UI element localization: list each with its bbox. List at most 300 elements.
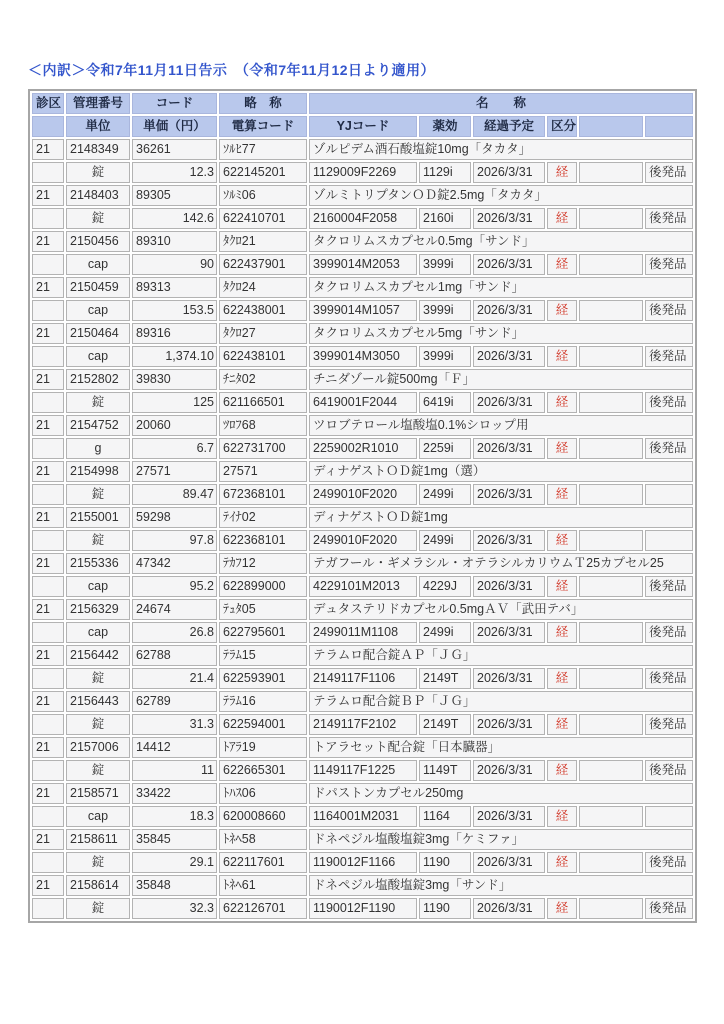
table-header xyxy=(32,93,693,137)
cell-tani: 錠 xyxy=(66,852,130,873)
cell-ryakusho: ﾃｭﾀ05 xyxy=(219,599,307,620)
header-shinku: 診区 xyxy=(32,93,64,114)
cell-code: 89310 xyxy=(132,231,217,252)
cell-ryakusho: ﾄﾈﾍ58 xyxy=(219,829,307,850)
cell-ryakusho: ﾃｶﾌ12 xyxy=(219,553,307,574)
cell-densan-code: 622665301 xyxy=(219,760,307,781)
cell-blank xyxy=(579,668,643,689)
cell-densan-code: 622410701 xyxy=(219,208,307,229)
cell-tanka: 153.5 xyxy=(132,300,217,321)
drug-name-row xyxy=(32,783,693,804)
cell-kohatsuhin: 後発品 xyxy=(645,714,693,735)
header-blank-2 xyxy=(579,116,643,137)
drug-name-row xyxy=(32,461,693,482)
cell-tani: 錠 xyxy=(66,668,130,689)
cell-code: 39830 xyxy=(132,369,217,390)
cell-shinku-blank xyxy=(32,760,64,781)
cell-densan-code: 622437901 xyxy=(219,254,307,275)
cell-shinku-blank xyxy=(32,806,64,827)
cell-tanka: 31.3 xyxy=(132,714,217,735)
cell-meisho xyxy=(309,277,693,298)
cell-densan-code: 622368101 xyxy=(219,530,307,551)
cell-blank xyxy=(579,300,643,321)
drug-detail-row xyxy=(32,208,693,229)
cell-blank xyxy=(579,852,643,873)
cell-blank xyxy=(579,208,643,229)
cell-ryakusho: ﾃｲﾅ02 xyxy=(219,507,307,528)
cell-blank xyxy=(579,530,643,551)
drug-name-text: チニダゾール錠500mg「Ｆ」 xyxy=(313,372,476,386)
cell-ryakusho: ﾃﾗﾑ15 xyxy=(219,645,307,666)
drug-name-row xyxy=(32,231,693,252)
cell-kanri-bango: 2148349 xyxy=(66,139,130,160)
cell-tanka: 21.4 xyxy=(132,668,217,689)
drug-name-text: ゾルミトリプタンＯＤ錠2.5mg「タカタ」 xyxy=(313,188,547,202)
cell-blank xyxy=(579,392,643,413)
cell-yj-code: 1129009F2269 xyxy=(309,162,417,183)
cell-yj-code: 3999014M1057 xyxy=(309,300,417,321)
cell-code: 59298 xyxy=(132,507,217,528)
drug-name-text: ディナゲストＯＤ錠1mg（選） xyxy=(313,464,486,478)
cell-keika-yotei: 2026/3/31 xyxy=(473,208,545,229)
cell-kubun: 経 xyxy=(547,760,577,781)
cell-shinku-blank xyxy=(32,346,64,367)
cell-ryakusho: ﾀｸﾛ21 xyxy=(219,231,307,252)
drug-name-row xyxy=(32,507,693,528)
cell-yakko: 3999i xyxy=(419,300,471,321)
drug-name-text: ツロブテロール塩酸塩0.1%シロップ用 xyxy=(313,418,529,432)
drug-name-text: ドネペジル塩酸塩錠3mg「サンド」 xyxy=(313,878,512,892)
header-row-2 xyxy=(32,116,693,137)
cell-kubun: 経 xyxy=(547,208,577,229)
cell-code: 89316 xyxy=(132,323,217,344)
cell-kanri-bango: 2154752 xyxy=(66,415,130,436)
cell-meisho xyxy=(309,829,693,850)
cell-code: 20060 xyxy=(132,415,217,436)
cell-ryakusho: ﾄﾈﾍ61 xyxy=(219,875,307,896)
cell-meisho xyxy=(309,507,693,528)
cell-yj-code: 4229101M2013 xyxy=(309,576,417,597)
cell-keika-yotei: 2026/3/31 xyxy=(473,576,545,597)
cell-tani: 錠 xyxy=(66,484,130,505)
drug-detail-row xyxy=(32,898,693,919)
cell-blank xyxy=(579,162,643,183)
cell-kubun: 経 xyxy=(547,392,577,413)
cell-blank xyxy=(579,438,643,459)
cell-kohatsuhin: 後発品 xyxy=(645,208,693,229)
cell-shinku-blank xyxy=(32,438,64,459)
cell-yakko: 2259i xyxy=(419,438,471,459)
drug-detail-row xyxy=(32,346,693,367)
drug-name-note: 25 xyxy=(649,556,664,570)
cell-densan-code: 622795601 xyxy=(219,622,307,643)
cell-kubun: 経 xyxy=(547,346,577,367)
header-yakko: 薬効 xyxy=(419,116,471,137)
cell-yj-code: 2499010F2020 xyxy=(309,530,417,551)
cell-kanri-bango: 2158571 xyxy=(66,783,130,804)
cell-code: 35848 xyxy=(132,875,217,896)
cell-kanri-bango: 2156442 xyxy=(66,645,130,666)
cell-shinku-blank xyxy=(32,484,64,505)
drug-name-row xyxy=(32,553,693,574)
cell-yakko: 2160i xyxy=(419,208,471,229)
drug-name-text: タクロリムスカプセル0.5mg「サンド」 xyxy=(313,234,535,248)
cell-blank xyxy=(579,576,643,597)
cell-densan-code: 622126701 xyxy=(219,898,307,919)
cell-kohatsuhin: 後発品 xyxy=(645,346,693,367)
header-code: コード xyxy=(132,93,217,114)
drug-detail-row xyxy=(32,622,693,643)
cell-tani: cap xyxy=(66,622,130,643)
cell-tani: cap xyxy=(66,300,130,321)
drug-detail-row xyxy=(32,484,693,505)
cell-yj-code: 1149117F1225 xyxy=(309,760,417,781)
cell-shinku-blank xyxy=(32,392,64,413)
cell-code: 24674 xyxy=(132,599,217,620)
cell-meisho xyxy=(309,369,693,390)
header-keika-yotei: 経過予定 xyxy=(473,116,545,137)
cell-meisho xyxy=(309,783,693,804)
cell-kanri-bango: 2152802 xyxy=(66,369,130,390)
cell-ryakusho: ﾄﾊｽ06 xyxy=(219,783,307,804)
cell-keika-yotei: 2026/3/31 xyxy=(473,806,545,827)
cell-tanka: 142.6 xyxy=(132,208,217,229)
cell-keika-yotei: 2026/3/31 xyxy=(473,300,545,321)
cell-shinku-blank xyxy=(32,898,64,919)
cell-ryakusho: ﾀｸﾛ27 xyxy=(219,323,307,344)
cell-blank xyxy=(579,346,643,367)
cell-shinku-blank xyxy=(32,852,64,873)
cell-yakko: 1164 xyxy=(419,806,471,827)
drug-price-table xyxy=(28,89,697,923)
cell-kohatsuhin xyxy=(645,530,693,551)
cell-shinku: 21 xyxy=(32,231,64,252)
drug-name-row xyxy=(32,277,693,298)
cell-meisho xyxy=(309,599,693,620)
cell-yj-code: 2149117F1106 xyxy=(309,668,417,689)
cell-shinku: 21 xyxy=(32,185,64,206)
cell-meisho xyxy=(309,737,693,758)
cell-shinku: 21 xyxy=(32,461,64,482)
cell-densan-code: 622145201 xyxy=(219,162,307,183)
cell-yakko: 1190 xyxy=(419,852,471,873)
drug-name-text: ディナゲストＯＤ錠1mg xyxy=(313,510,448,524)
cell-kohatsuhin: 後発品 xyxy=(645,898,693,919)
header-densan-code: 電算コード xyxy=(219,116,307,137)
header-yj-code: YJコード xyxy=(309,116,417,137)
cell-densan-code: 622438101 xyxy=(219,346,307,367)
cell-kubun: 経 xyxy=(547,806,577,827)
drug-detail-row xyxy=(32,162,693,183)
drug-detail-row xyxy=(32,852,693,873)
cell-meisho xyxy=(309,323,693,344)
cell-kanri-bango: 2158611 xyxy=(66,829,130,850)
cell-tanka: 95.2 xyxy=(132,576,217,597)
cell-tani: cap xyxy=(66,576,130,597)
cell-yakko: 2499i xyxy=(419,484,471,505)
drug-name-row xyxy=(32,415,693,436)
drug-name-text: トアラセット配合錠「日本臓器」 xyxy=(313,740,501,754)
drug-name-text: テラムロ配合錠ＡＰ「ＪＧ」 xyxy=(313,648,476,662)
cell-keika-yotei: 2026/3/31 xyxy=(473,668,545,689)
cell-shinku: 21 xyxy=(32,875,64,896)
drug-detail-row xyxy=(32,760,693,781)
cell-shinku: 21 xyxy=(32,369,64,390)
header-ryakusho: 略 称 xyxy=(219,93,307,114)
cell-tani: 錠 xyxy=(66,714,130,735)
cell-yj-code: 6419001F2044 xyxy=(309,392,417,413)
cell-kanri-bango: 2156329 xyxy=(66,599,130,620)
drug-name-text: ゾルピデム酒石酸塩錠10mg「タカタ」 xyxy=(313,142,532,156)
cell-tani: 錠 xyxy=(66,162,130,183)
cell-blank xyxy=(579,622,643,643)
cell-yakko: 2499i xyxy=(419,622,471,643)
cell-tanka: 26.8 xyxy=(132,622,217,643)
cell-densan-code: 622899000 xyxy=(219,576,307,597)
cell-kohatsuhin: 後発品 xyxy=(645,438,693,459)
cell-blank xyxy=(579,714,643,735)
cell-meisho xyxy=(309,185,693,206)
drug-name-text: テガフール・ギメラシル・オテラシルカリウムＴ25カプセル xyxy=(313,556,650,570)
cell-kubun: 経 xyxy=(547,438,577,459)
cell-kanri-bango: 2150464 xyxy=(66,323,130,344)
cell-yj-code: 2499011M1108 xyxy=(309,622,417,643)
cell-yakko: 1190 xyxy=(419,898,471,919)
cell-code: 35845 xyxy=(132,829,217,850)
header-tani: 単位 xyxy=(66,116,130,137)
cell-keika-yotei: 2026/3/31 xyxy=(473,438,545,459)
cell-meisho xyxy=(309,231,693,252)
cell-yj-code: 1190012F1166 xyxy=(309,852,417,873)
drug-detail-row xyxy=(32,254,693,275)
drug-detail-row xyxy=(32,300,693,321)
cell-yj-code: 1164001M2031 xyxy=(309,806,417,827)
cell-kohatsuhin: 後発品 xyxy=(645,254,693,275)
drug-name-row xyxy=(32,599,693,620)
cell-tani: 錠 xyxy=(66,760,130,781)
drug-name-text: タクロリムスカプセル1mg「サンド」 xyxy=(313,280,525,294)
cell-densan-code: 672368101 xyxy=(219,484,307,505)
drug-detail-row xyxy=(32,806,693,827)
drug-name-row xyxy=(32,139,693,160)
cell-shinku-blank xyxy=(32,300,64,321)
cell-yakko: 2149T xyxy=(419,668,471,689)
cell-tanka: 97.8 xyxy=(132,530,217,551)
cell-kubun: 経 xyxy=(547,852,577,873)
cell-kubun: 経 xyxy=(547,162,577,183)
drug-name-row xyxy=(32,369,693,390)
cell-shinku: 21 xyxy=(32,783,64,804)
cell-kohatsuhin: 後発品 xyxy=(645,622,693,643)
cell-ryakusho: ｿﾙﾐ06 xyxy=(219,185,307,206)
cell-keika-yotei: 2026/3/31 xyxy=(473,484,545,505)
cell-kubun: 経 xyxy=(547,622,577,643)
header-kanri-bango: 管理番号 xyxy=(66,93,130,114)
cell-blank xyxy=(579,806,643,827)
cell-keika-yotei: 2026/3/31 xyxy=(473,714,545,735)
cell-yj-code: 2259002R1010 xyxy=(309,438,417,459)
cell-kohatsuhin xyxy=(645,806,693,827)
cell-kohatsuhin: 後発品 xyxy=(645,162,693,183)
cell-keika-yotei: 2026/3/31 xyxy=(473,852,545,873)
cell-kubun: 経 xyxy=(547,254,577,275)
drug-detail-row xyxy=(32,576,693,597)
cell-shinku-blank xyxy=(32,208,64,229)
cell-yakko: 6419i xyxy=(419,392,471,413)
cell-yj-code: 1190012F1190 xyxy=(309,898,417,919)
cell-yakko: 2149T xyxy=(419,714,471,735)
cell-shinku-blank xyxy=(32,714,64,735)
cell-kanri-bango: 2156443 xyxy=(66,691,130,712)
cell-code: 62789 xyxy=(132,691,217,712)
cell-code: 27571 xyxy=(132,461,217,482)
drug-name-text: ドパストンカプセル250mg xyxy=(313,786,464,800)
cell-kubun: 経 xyxy=(547,668,577,689)
cell-shinku-blank xyxy=(32,668,64,689)
cell-keika-yotei: 2026/3/31 xyxy=(473,392,545,413)
cell-densan-code: 622731700 xyxy=(219,438,307,459)
cell-densan-code: 620008660 xyxy=(219,806,307,827)
cell-kanri-bango: 2154998 xyxy=(66,461,130,482)
cell-shinku-blank xyxy=(32,254,64,275)
cell-kanri-bango: 2155336 xyxy=(66,553,130,574)
cell-ryakusho: ﾄｱﾗ19 xyxy=(219,737,307,758)
drug-name-row xyxy=(32,875,693,896)
cell-kohatsuhin: 後発品 xyxy=(645,760,693,781)
header-blank-1 xyxy=(32,116,64,137)
cell-shinku-blank xyxy=(32,576,64,597)
cell-ryakusho: ｿﾙﾋ77 xyxy=(219,139,307,160)
drug-name-text: デュタステリドカプセル0.5mgＡＶ「武田テバ」 xyxy=(313,602,584,616)
cell-kanri-bango: 2155001 xyxy=(66,507,130,528)
cell-kohatsuhin: 後発品 xyxy=(645,668,693,689)
cell-shinku: 21 xyxy=(32,553,64,574)
cell-tanka: 18.3 xyxy=(132,806,217,827)
cell-tani: 錠 xyxy=(66,392,130,413)
cell-meisho xyxy=(309,875,693,896)
cell-densan-code: 621166501 xyxy=(219,392,307,413)
cell-kohatsuhin: 後発品 xyxy=(645,392,693,413)
drug-name-text: タクロリムスカプセル5mg「サンド」 xyxy=(313,326,525,340)
cell-tani: cap xyxy=(66,346,130,367)
cell-tanka: 125 xyxy=(132,392,217,413)
cell-tani: g xyxy=(66,438,130,459)
cell-yj-code: 2499010F2020 xyxy=(309,484,417,505)
cell-densan-code: 622117601 xyxy=(219,852,307,873)
cell-shinku: 21 xyxy=(32,415,64,436)
cell-tani: 錠 xyxy=(66,898,130,919)
cell-code: 14412 xyxy=(132,737,217,758)
drug-name-row xyxy=(32,323,693,344)
cell-kohatsuhin: 後発品 xyxy=(645,576,693,597)
cell-keika-yotei: 2026/3/31 xyxy=(473,898,545,919)
cell-meisho xyxy=(309,553,693,574)
cell-yakko: 3999i xyxy=(419,254,471,275)
cell-tanka: 90 xyxy=(132,254,217,275)
cell-keika-yotei: 2026/3/31 xyxy=(473,346,545,367)
cell-code: 47342 xyxy=(132,553,217,574)
cell-ryakusho: 27571 xyxy=(219,461,307,482)
cell-shinku: 21 xyxy=(32,139,64,160)
cell-meisho xyxy=(309,645,693,666)
table-body xyxy=(32,139,693,919)
header-blank-3 xyxy=(645,116,693,137)
cell-yj-code: 2160004F2058 xyxy=(309,208,417,229)
cell-shinku: 21 xyxy=(32,645,64,666)
cell-code: 89313 xyxy=(132,277,217,298)
cell-tani: cap xyxy=(66,806,130,827)
cell-tanka: 29.1 xyxy=(132,852,217,873)
cell-tanka: 11 xyxy=(132,760,217,781)
drug-name-row xyxy=(32,185,693,206)
cell-yakko: 2499i xyxy=(419,530,471,551)
cell-meisho xyxy=(309,139,693,160)
cell-kubun: 経 xyxy=(547,300,577,321)
cell-shinku: 21 xyxy=(32,737,64,758)
cell-tanka: 12.3 xyxy=(132,162,217,183)
cell-ryakusho: ﾃﾗﾑ16 xyxy=(219,691,307,712)
cell-densan-code: 622593901 xyxy=(219,668,307,689)
header-tanka: 単価（円） xyxy=(132,116,217,137)
drug-detail-row xyxy=(32,714,693,735)
drug-detail-row xyxy=(32,530,693,551)
cell-keika-yotei: 2026/3/31 xyxy=(473,760,545,781)
cell-tanka: 32.3 xyxy=(132,898,217,919)
drug-name-row xyxy=(32,737,693,758)
cell-shinku: 21 xyxy=(32,691,64,712)
header-kubun: 区分 xyxy=(547,116,577,137)
cell-kanri-bango: 2150459 xyxy=(66,277,130,298)
drug-name-row xyxy=(32,645,693,666)
cell-kubun: 経 xyxy=(547,530,577,551)
cell-tanka: 6.7 xyxy=(132,438,217,459)
drug-detail-row xyxy=(32,668,693,689)
cell-tani: 錠 xyxy=(66,208,130,229)
cell-ryakusho: ﾂﾛﾌ68 xyxy=(219,415,307,436)
cell-code: 62788 xyxy=(132,645,217,666)
cell-meisho xyxy=(309,415,693,436)
page-title: ＜内訳＞令和7年11月11日告示 （令和7年11月12日より適用） xyxy=(28,62,436,78)
cell-meisho xyxy=(309,691,693,712)
cell-yakko: 3999i xyxy=(419,346,471,367)
cell-keika-yotei: 2026/3/31 xyxy=(473,530,545,551)
cell-ryakusho: ﾁﾆﾀ02 xyxy=(219,369,307,390)
cell-blank xyxy=(579,760,643,781)
cell-shinku: 21 xyxy=(32,323,64,344)
cell-shinku-blank xyxy=(32,530,64,551)
cell-shinku: 21 xyxy=(32,507,64,528)
cell-shinku-blank xyxy=(32,162,64,183)
cell-shinku: 21 xyxy=(32,829,64,850)
cell-keika-yotei: 2026/3/31 xyxy=(473,162,545,183)
cell-code: 89305 xyxy=(132,185,217,206)
header-meisho: 名 称 xyxy=(309,93,693,114)
drug-name-row xyxy=(32,691,693,712)
cell-blank xyxy=(579,254,643,275)
cell-kohatsuhin: 後発品 xyxy=(645,852,693,873)
cell-shinku: 21 xyxy=(32,599,64,620)
cell-blank xyxy=(579,898,643,919)
drug-name-text: ドネペジル塩酸塩錠3mg「ケミファ」 xyxy=(313,832,525,846)
cell-tanka: 1,374.10 xyxy=(132,346,217,367)
cell-kubun: 経 xyxy=(547,714,577,735)
cell-keika-yotei: 2026/3/31 xyxy=(473,254,545,275)
cell-kanri-bango: 2157006 xyxy=(66,737,130,758)
cell-shinku: 21 xyxy=(32,277,64,298)
cell-kubun: 経 xyxy=(547,898,577,919)
cell-densan-code: 622594001 xyxy=(219,714,307,735)
cell-yj-code: 3999014M2053 xyxy=(309,254,417,275)
